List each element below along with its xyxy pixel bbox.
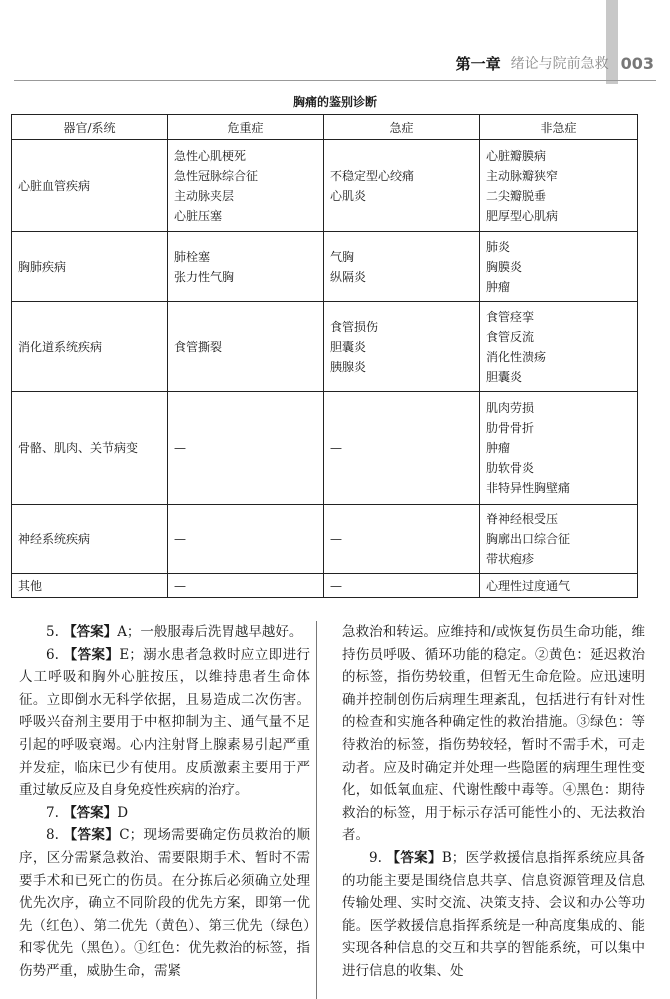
cell-non-urgent [480, 392, 638, 505]
cell-line: 气胸 [330, 249, 355, 264]
cell-system: 消化道系统疾病 [12, 302, 168, 392]
answer-paragraph [19, 644, 310, 802]
answer-paragraph [19, 802, 310, 825]
cell-line: 急性心肌梗死 [174, 148, 247, 163]
answer-tag: 【答案】 [63, 827, 120, 844]
answer-text: A；一般服毒后洗胃越早越好。 [117, 624, 303, 640]
differential-diagnosis-table [11, 114, 638, 598]
cell-line: 心理性过度通气 [486, 578, 571, 593]
cell-critical [168, 505, 324, 574]
cell-non-urgent [480, 140, 638, 232]
answer-paragraph [19, 621, 310, 644]
answer-paragraph [342, 847, 645, 983]
cell-line: 肺炎 [486, 239, 511, 254]
cell-line: 胸廓出口综合征 [486, 532, 571, 546]
cell-system: 胸肺疾病 [12, 232, 168, 302]
cell-line: — [330, 441, 342, 455]
table-row [12, 392, 638, 505]
cell-line: 食管反流 [486, 329, 535, 344]
cell-line: 食管痉挛 [486, 309, 535, 324]
table-row [12, 302, 638, 392]
running-header [456, 52, 654, 74]
cell-line: 非特异性胸壁痛 [486, 481, 571, 495]
cell-line: 心脏压塞 [174, 208, 223, 223]
answer-tag: 【答案】 [63, 624, 118, 640]
answer-8-continuation: 急救治和转运。应维持和/或恢复伤员生命功能，维持伤员呼吸、循环功能的稳定。②黄色：延迟救治的标签，指伤势较重，但暂无生命危险。应迅速明确并控制创伤后病理生理紊乱，包括进行有针对性的检查和实施各种确定性的救治措施。③绿色：等待救治的标签，指伤势较轻，暂时不需手术，可走动者。应及时确定并处理一些隐匿的病理生理性变化，如低氧血症、代谢性酸中毒等。④黑色：期待救治的标签，用于标示存活可能性小的、无法救治者。 [342, 624, 645, 844]
cell-line: 食管损伤 [330, 319, 379, 334]
table-caption: 胸痛的鉴别诊断 [292, 95, 377, 109]
cell-line: — [174, 441, 186, 455]
cell-urgent [324, 232, 480, 302]
cell-line: 肥厚型心肌病 [486, 208, 559, 223]
cell-critical [168, 302, 324, 392]
answer-number: 7. [46, 804, 59, 821]
answer-column-right-items [342, 847, 645, 983]
cell-line: 肿瘤 [486, 441, 511, 455]
cell-line: — [330, 578, 342, 593]
cell-line: 肋骨骨折 [486, 421, 535, 435]
answer-tag: 【答案】 [63, 646, 120, 663]
cell-line: 胆囊炎 [486, 369, 523, 384]
header-cell-urgent: 急症 [324, 115, 480, 140]
cell-non-urgent [480, 302, 638, 392]
answer-text: E；溺水患者急救时应立即进行人工呼吸和胸外心脏按压，以维持患者生命体征。立即倒水无科学依据，且易造成二次伤害。呼吸兴奋剂主要用于中枢抑制为主、通气量不足引起的呼吸衰竭。心内注射肾上腺素易引起严重并发症，临床已少有使用。皮质激素主要用于严重过敏反应及自身免疫性疾病的治疗。 [19, 646, 311, 799]
cell-line: — [330, 532, 342, 546]
answer-column-left [19, 621, 310, 999]
answer-number: 8. [46, 827, 59, 844]
answer-text: B；医学救援信息指挥系统应具备的功能主要是围绕信息共享、信息资源管理及信息传输处理、实时交流、决策支持、会议和办公等功能。医学救援信息指挥系统是一种高度集成的、能实现各种信息的交互和共享的智能系统，可以集中进行信息的收集、处 [342, 849, 645, 979]
cell-line: 主动脉瓣狭窄 [486, 168, 559, 183]
cell-system: 其他 [12, 574, 168, 598]
cell-urgent [324, 140, 480, 232]
cell-line: 肺栓塞 [174, 249, 211, 264]
answer-column-right [342, 621, 645, 999]
table-row [12, 574, 638, 598]
cell-line: 二尖瓣脱垂 [486, 188, 547, 203]
cell-line: 消化性溃疡 [486, 349, 547, 364]
cell-line: 急性冠脉综合征 [174, 168, 259, 183]
cell-system: 骨骼、肌肉、关节病变 [12, 392, 168, 505]
cell-line: — [174, 532, 186, 546]
cell-line: 张力性气胸 [174, 269, 235, 284]
cell-line: 胆囊炎 [330, 339, 367, 354]
cell-critical [168, 392, 324, 505]
table-row [12, 505, 638, 574]
cell-line: 不稳定型心绞痛 [330, 168, 415, 183]
cell-urgent [324, 392, 480, 505]
cell-urgent [324, 302, 480, 392]
header-cell-critical: 危重症 [168, 115, 324, 140]
chapter-label: 第一章 [455, 54, 501, 73]
answer-tag: 【答案】 [63, 804, 118, 821]
header-cell-system: 器官/系统 [12, 115, 168, 140]
cell-line: 心脏瓣膜病 [486, 148, 547, 163]
cell-system: 心脏血管疾病 [12, 140, 168, 232]
answer-number: 5. [46, 624, 59, 640]
cell-line: 带状疱疹 [486, 552, 535, 566]
cell-critical [168, 232, 324, 302]
header-rule [14, 80, 656, 81]
answer-columns [19, 621, 645, 999]
page-number: 003 [620, 53, 654, 73]
table-body [12, 140, 638, 598]
cell-line: 脊神经根受压 [486, 512, 559, 526]
cell-line: — [174, 578, 186, 593]
table-row [12, 140, 638, 232]
cell-critical [168, 140, 324, 232]
cell-system: 神经系统疾病 [12, 505, 168, 574]
cell-non-urgent [480, 505, 638, 574]
cell-line: 胰腺炎 [330, 359, 367, 374]
cell-non-urgent [480, 574, 638, 598]
cell-line: 纵隔炎 [330, 269, 367, 284]
cell-line: 肋软骨炎 [486, 461, 535, 475]
chapter-title: 绪论与院前急救 [510, 56, 609, 72]
answer-number: 9. [369, 849, 382, 866]
cell-line: 心肌炎 [330, 188, 367, 203]
table-row [12, 232, 638, 302]
table-header-row [12, 115, 638, 140]
cell-line: 主动脉夹层 [174, 188, 235, 203]
cell-urgent [324, 574, 480, 598]
cell-urgent [324, 505, 480, 574]
answer-number: 6. [46, 646, 59, 663]
cell-line: 食管撕裂 [174, 339, 223, 354]
header-cell-non-urgent: 非急症 [480, 115, 638, 140]
answer-tag: 【答案】 [386, 849, 442, 866]
answer-text: D [117, 804, 129, 821]
cell-line: 肌肉劳损 [486, 401, 535, 415]
cell-non-urgent [480, 232, 638, 302]
cell-line: 胸膜炎 [486, 259, 523, 274]
cell-line: 肿瘤 [486, 279, 511, 294]
answer-text: C；现场需要确定伤员救治的顺序，区分需紧急救治、需要限期手术、暂时不需要手术和已死亡的伤员。在分拣后必须确立处理优先次序，确立不同阶段的优先方案，即第一优先（红色）、第二优先（黄色）、第三优先（绿色）和零优先（黑色）。①红色：优先救治的标签，指伤势严重，威胁生命，需紧 [19, 827, 310, 979]
cell-critical [168, 574, 324, 598]
answer-paragraph [19, 824, 310, 982]
